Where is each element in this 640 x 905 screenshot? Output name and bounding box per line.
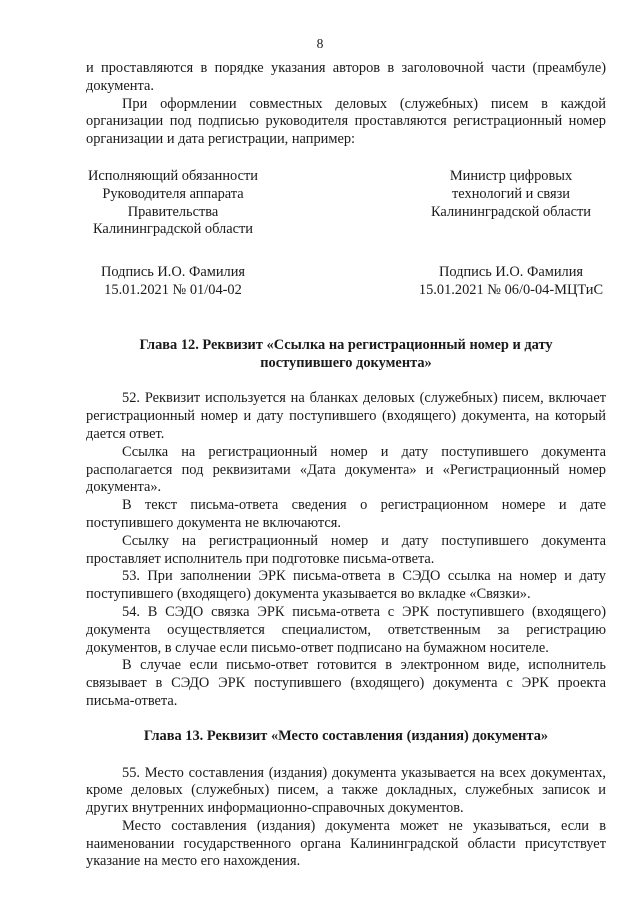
page-number: 8 bbox=[316, 36, 324, 51]
signature-right-line: Министр цифровых bbox=[449, 167, 573, 184]
chapter-12-paragraph: 54. В СЭДО связка ЭРК письма-ответа с ЭРК поступившего (входящего) документа осуществляется специалистом, ответственным за регистрацию документов, в случае если письмо-ответ подписано на бумажном носителе. bbox=[86, 603, 606, 656]
intro-paragraph-1: и проставляются в порядке указания авторов в заголовочной части (преамбуле) документа. bbox=[86, 60, 606, 94]
chapter-12-heading: Глава 12. Реквизит «Ссылка на регистрационный номер и дату поступившего документа» bbox=[139, 336, 553, 371]
chapter-13-paragraph: Место составления (издания) документа может не указываться, если в наименовании государственного органа Калининградской области присутствует указание на место его нахождения. bbox=[86, 817, 606, 870]
chapter-12-paragraph: Ссылка на регистрационный номер и дату поступившего документа располагается под реквизитами «Дата документа» и «Регистрационный номер документа». bbox=[86, 443, 606, 496]
intro-paragraph-2: При оформлении совместных деловых (служебных) писем в каждой организации под подписью руководителя проставляются регистрационный номер организации и дата регистрации, например: bbox=[86, 95, 606, 148]
signature-left-line: Правительства bbox=[127, 203, 219, 220]
chapter-12-paragraph: 53. При заполнении ЭРК письма-ответа в СЭДО ссылка на номер и дату поступившего (входящего) документа указывается во вкладке «Связки». bbox=[86, 568, 606, 603]
signature-left bbox=[74, 168, 272, 300]
chapter-12-paragraph: 52. Реквизит используется на бланках деловых (служебных) писем, включает регистрационный номер и дату поступившего (входящего) документа, на который дается ответ. bbox=[86, 390, 606, 442]
chapter-12-paragraph: Ссылку на регистрационный номер и дату поступившего документа проставляет исполнитель при подготовке письма-ответа. bbox=[86, 532, 606, 567]
signature-right-sign: Подпись И.О. Фамилия bbox=[438, 264, 584, 281]
signature-left-line: Руководителя аппарата bbox=[102, 185, 244, 202]
signature-left-line: Исполняющий обязанности bbox=[87, 167, 258, 184]
signature-right-reg: 15.01.2021 № 06/0-04-МЦТиС bbox=[418, 281, 604, 298]
signature-left-sign: Подпись И.О. Фамилия bbox=[100, 264, 246, 281]
signature-example bbox=[86, 168, 606, 300]
chapter-12-paragraph: В случае если письмо-ответ готовится в электронном виде, исполнитель связывает в СЭДО ЭРК поступившего (входящего) документа с ЭРК проекта письма-ответа. bbox=[86, 657, 606, 709]
signature-left-reg: 15.01.2021 № 01/04-02 bbox=[104, 281, 242, 298]
chapter-13-heading: Глава 13. Реквизит «Место составления (издания) документа» bbox=[143, 727, 549, 744]
signature-right-line: Калининградской области bbox=[431, 203, 591, 220]
signature-right-line: технологий и связи bbox=[452, 185, 570, 202]
signature-right bbox=[406, 168, 616, 300]
signature-left-line: Калининградской области bbox=[93, 221, 253, 238]
chapter-12-paragraph: В текст письма-ответа сведения о регистрационном номере и дате поступившего документа не включаются. bbox=[86, 497, 606, 531]
chapter-13-paragraph: 55. Место составления (издания) документа указывается на всех документах, кроме деловых (служебных) писем, а также докладных, служебных записок и других внутренних информационно-справочных документов. bbox=[86, 764, 606, 817]
page-body bbox=[86, 60, 606, 871]
